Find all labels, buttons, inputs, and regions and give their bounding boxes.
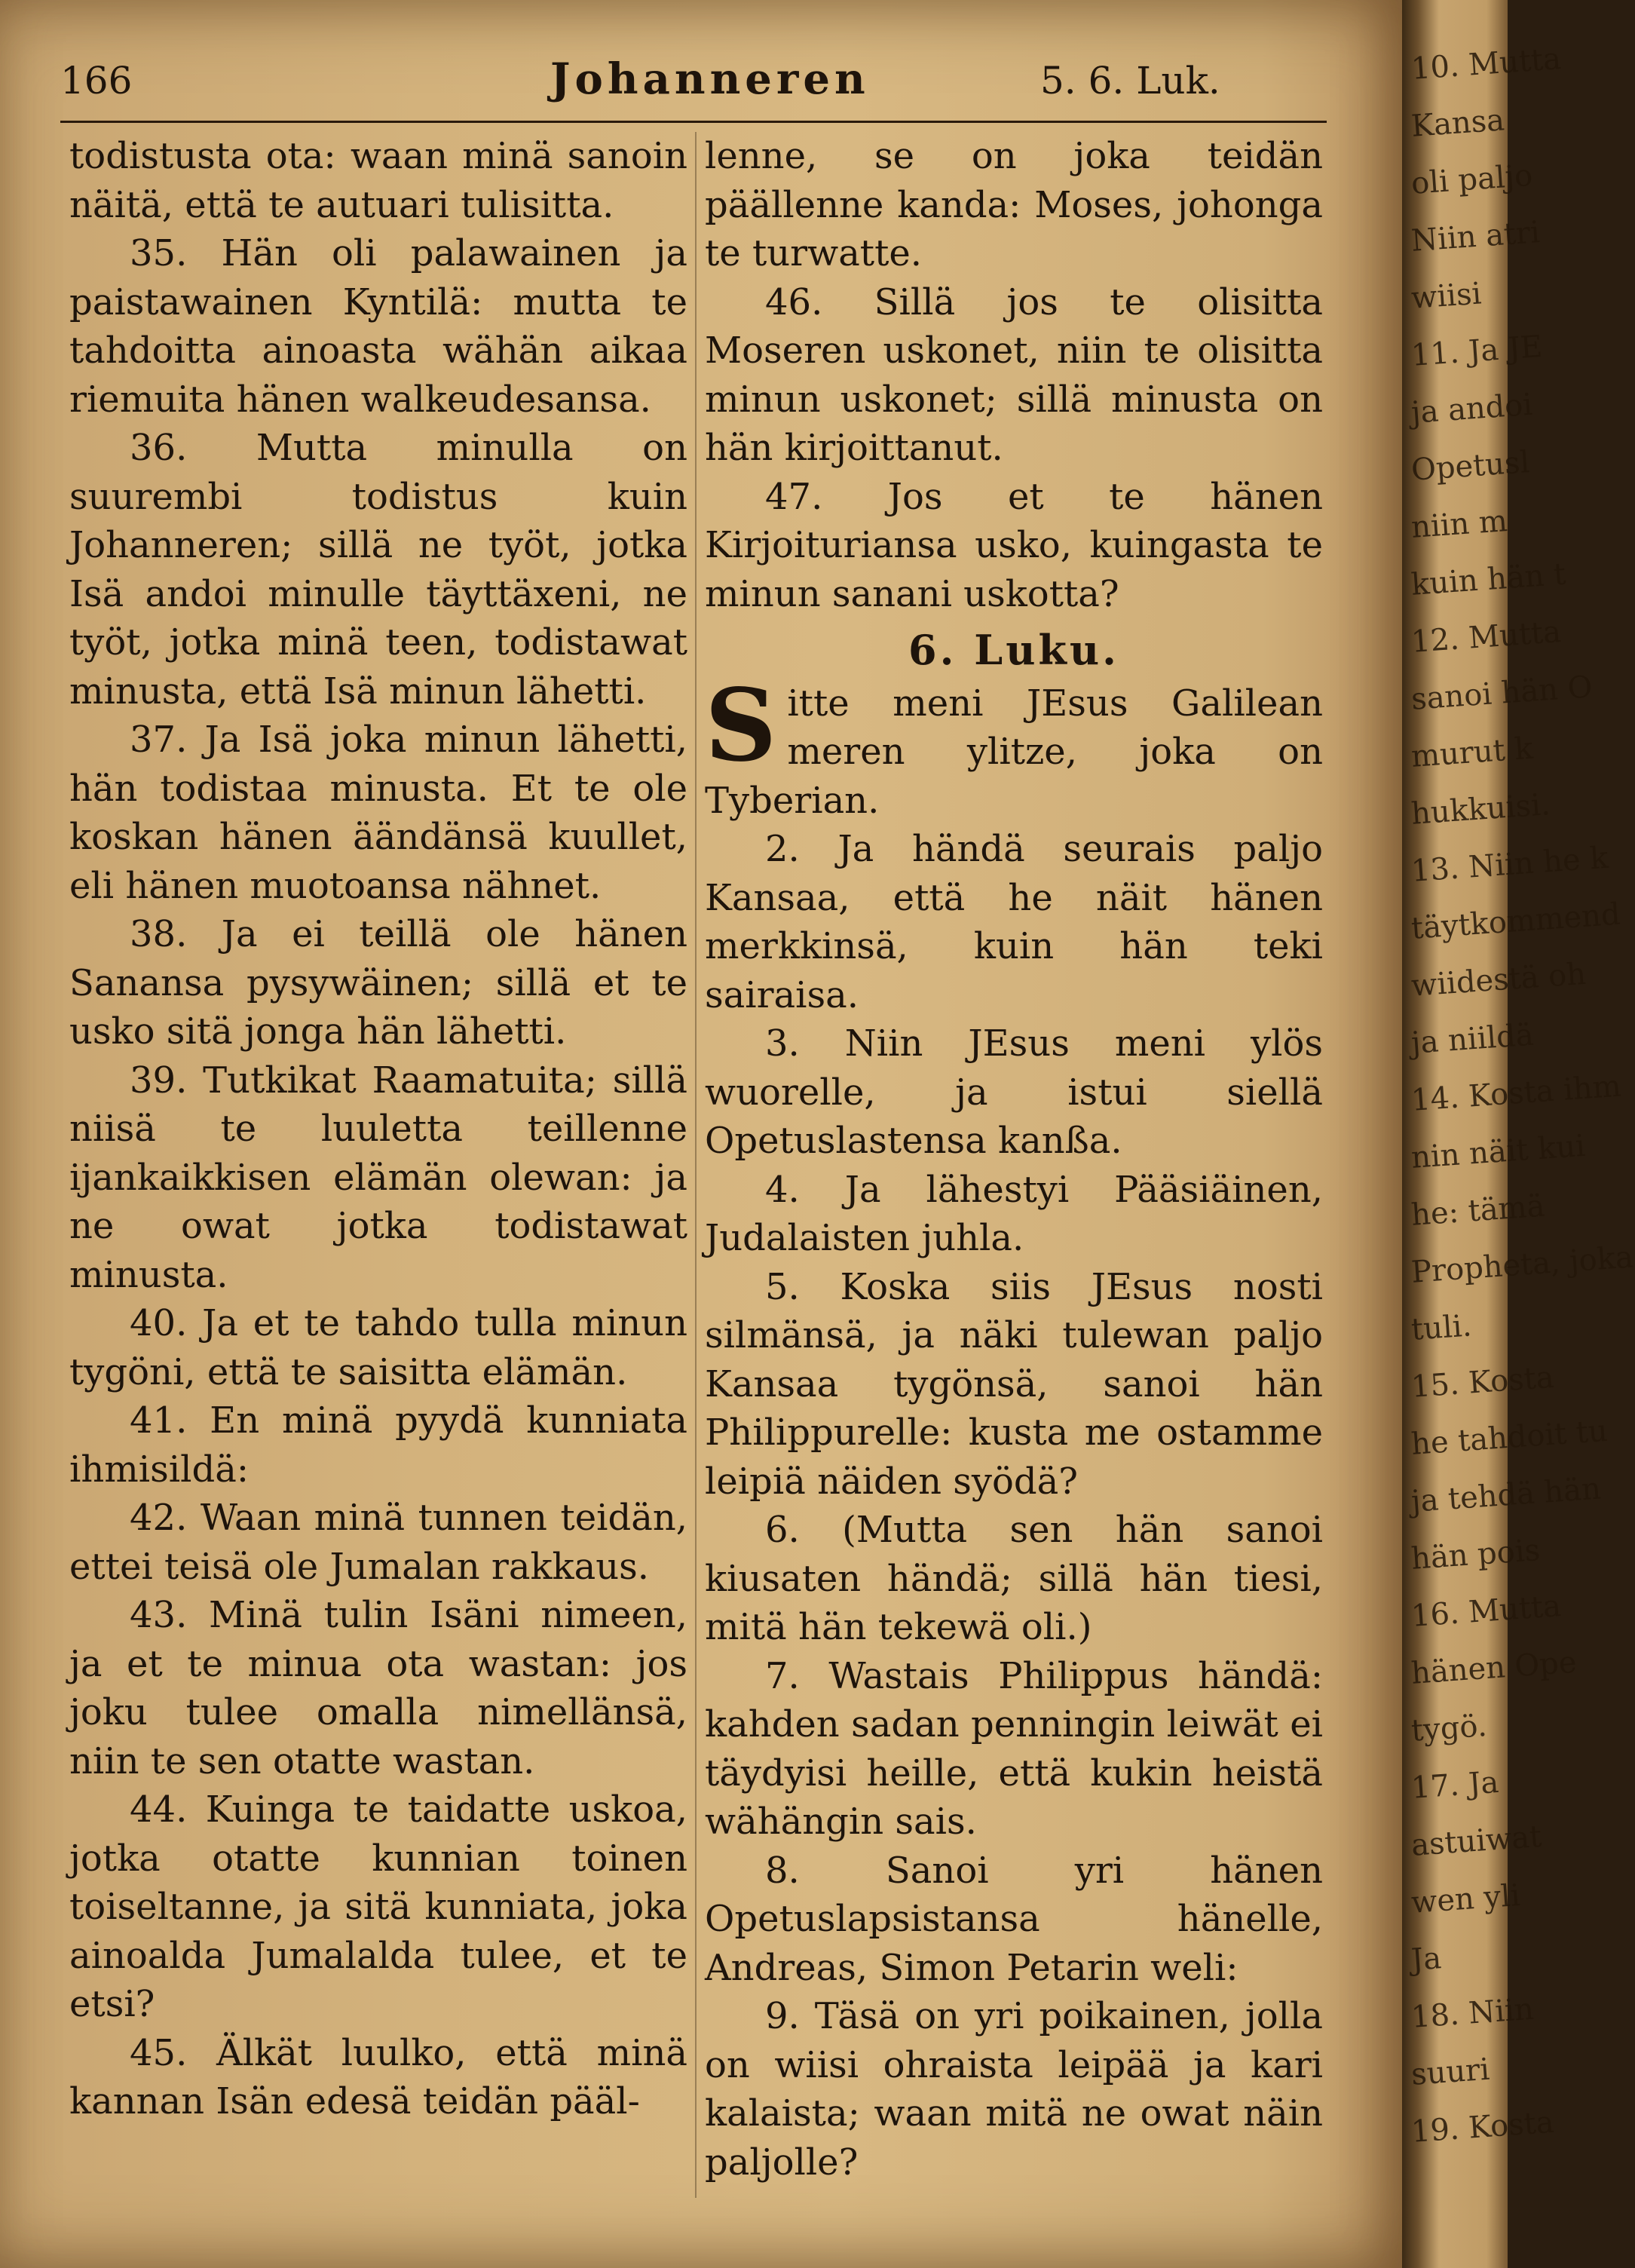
right-column [705, 132, 1323, 2187]
verse: 38. Ja ei teillä ole hänen Sanansa pysywäinen; sillä et te usko sitä jonga hän lähetti. [69, 913, 687, 1053]
next-page-fragment: murut k [1410, 731, 1535, 774]
verse: 47. Jos et te hänen Kirjoituriansa usko, kuingasta te minun sanani uskotta? [705, 475, 1323, 615]
next-page-fragment: ja tehdä hän [1410, 1471, 1603, 1519]
next-page-fragment: wen yli [1410, 1877, 1522, 1920]
next-page-fragment: 16. Mutta [1410, 1589, 1563, 1634]
next-page-fragment: 10. Mutta [1410, 41, 1563, 87]
verse: 43. Minä tulin Isäni nimeen, ja et te minua ota wastan: jos joku tulee omalla nimellänsä, niin te sen otatte wastan. [69, 1594, 687, 1782]
chapter-reference: 5. 6. Luk. [1040, 59, 1220, 103]
next-page-fragment: täytkommend [1410, 896, 1621, 946]
drop-cap: S [705, 667, 777, 784]
verse: 3. Niin JEsus meni ylös wuorelle, ja istui siellä Opetuslastensa kanßa. [705, 1022, 1323, 1162]
next-page-fragment: astuiwat [1410, 1819, 1543, 1863]
verse: 40. Ja et te tahdo tulla minun tygöni, että te saisitta elämän. [69, 1302, 687, 1393]
running-title: Johanneren [550, 54, 870, 104]
next-page-fragment: tygö. [1410, 1708, 1488, 1749]
page-number: 166 [60, 59, 133, 103]
column-divider [695, 132, 697, 2198]
next-page-fragment: Opetusl [1410, 445, 1531, 488]
next-page-edge [1402, 0, 1635, 2268]
left-column [69, 132, 687, 2126]
next-page-fragment: hukkuisi. [1410, 787, 1551, 832]
chapter-heading: 6. Luku. [908, 626, 1119, 674]
next-page-fragment: ja niildä [1410, 1017, 1535, 1061]
next-page-fragment: sanoi hän O [1410, 670, 1594, 717]
next-page-fragment: Niin atri [1410, 215, 1542, 259]
continued-verse: todistusta ota: waan minä sanoin näitä, että te autuari tulisitta. [69, 135, 687, 226]
next-page-fragment: oli paljo [1410, 158, 1534, 201]
next-page-fragment: nin näit kui [1410, 1128, 1587, 1175]
next-page-fragment: he tahdoit tu [1410, 1413, 1609, 1462]
next-page-fragment: Ja [1410, 1941, 1443, 1978]
chapter-opening-text: itte meni JEsus Galilean meren ylitze, joka on Tyberian. [705, 682, 1323, 822]
verse: 9. Täsä on yri poikainen, jolla on wiisi ohraista leipää ja kari kalaista; waan mitä ne owat näin paljolle? [705, 1995, 1323, 2184]
next-page-fragment: hänen Ope [1410, 1644, 1578, 1691]
next-page-fragment: Propheta, joka [1410, 1240, 1635, 1290]
verse: 7. Wastais Philippus händä: kahden sadan penningin leiwät ei täydyisi heille, että kukin heistä wähängin sais. [705, 1654, 1323, 1843]
verse: 5. Koska siis JEsus nosti silmänsä, ja näki tulewan paljo Kansaa tygönsä, sanoi hän Philippurelle: kusta me ostamme leipiä näiden syödä? [705, 1265, 1323, 1503]
header-rule [60, 121, 1327, 123]
verse: 2. Ja händä seurais paljo Kansaa, että he näit hänen merkkinsä, kuin hän teki sairaisa. [705, 828, 1323, 1016]
next-page-fragment: 17. Ja [1410, 1764, 1500, 1806]
verse: 45. Älkät luulko, että minä kannan Isän edesä teidän pääl- [69, 2031, 687, 2122]
next-page-fragment: 14. Kosta ihm [1410, 1068, 1623, 1118]
next-page-fragment: 11. Ja JE [1410, 329, 1544, 373]
verse: 35. Hän oli palawainen ja paistawainen Kyntilä: mutta te tahdoitta ainoasta wähän aikaa riemuita hänen walkeudesansa. [69, 232, 687, 421]
chapter-opening-verse [705, 667, 1323, 826]
next-page-fragment: 19. Kosta [1410, 2104, 1556, 2150]
next-page-fragment: niin m [1410, 504, 1509, 545]
next-page-fragment: 12. Mutta [1410, 615, 1563, 660]
next-page-fragment: 18. Niin [1410, 1991, 1535, 2035]
next-page-fragment: suuri [1410, 2052, 1491, 2092]
next-page-fragment: kuin hän t [1410, 556, 1567, 602]
next-page-fragment: wiidestä oh [1410, 956, 1588, 1004]
next-page-fragment: ja andoi [1410, 387, 1534, 431]
verse: 41. En minä pyydä kunniata ihmisildä: [69, 1399, 687, 1491]
verse: 4. Ja lähestyi Pääsiäinen, Judalaisten juhla. [705, 1168, 1323, 1259]
next-page-fragment: Kansa [1410, 103, 1506, 144]
verse: 37. Ja Isä joka minun lähetti, hän todistaa minusta. Et te ole koskan hänen äändänsä kuullet, eli hänen muotoansa nähnet. [69, 719, 687, 907]
verse: 44. Kuinga te taidatte uskoa, jotka otatte kunnian toinen toiseltanne, ja sitä kunniata, joka ainoalda Jumalalda tulee, et te etsi? [69, 1788, 687, 2025]
verse: 42. Waan minä tunnen teidän, ettei teisä ole Jumalan rakkaus. [69, 1497, 687, 1588]
next-page-fragment: 13. Niin he k [1410, 840, 1609, 889]
next-page-fragment: wiisi [1410, 276, 1483, 316]
next-page-fragment: hän pois [1410, 1533, 1542, 1577]
next-page-fragment: he: tämä [1410, 1188, 1546, 1233]
page-header [60, 51, 1327, 112]
verse: 8. Sanoi yri hänen Opetuslapsistansa hänelle, Andreas, Simon Petarin weli: [705, 1849, 1323, 1989]
next-page-fragment: tuli. [1410, 1308, 1473, 1347]
verse: 46. Sillä jos te olisitta Moseren uskonet, niin te olisitta minun uskonet; sillä minusta on hän kirjoittanut. [705, 280, 1323, 469]
verse: 6. (Mutta sen hän sanoi kiusaten händä; sillä hän tiesi, mitä hän tekewä oli.) [705, 1509, 1323, 1648]
continued-verse: lenne, se on joka teidän päällenne kanda: Moses, johonga te turwatte. [705, 135, 1323, 274]
next-page-fragment: 15. Kosta [1410, 1359, 1556, 1405]
verse: 36. Mutta minulla on suurembi todistus kuin Johanneren; sillä ne työt, jotka Isä andoi minulle täyttäxeni, ne työt, jotka minä teen, todistawat minusta, että Isä minun lähetti. [69, 427, 687, 713]
verse: 39. Tutkikat Raamatuita; sillä niisä te luuletta teillenne ijankaikkisen elämän olewan: ja ne owat jotka todistawat minusta. [69, 1059, 687, 1296]
